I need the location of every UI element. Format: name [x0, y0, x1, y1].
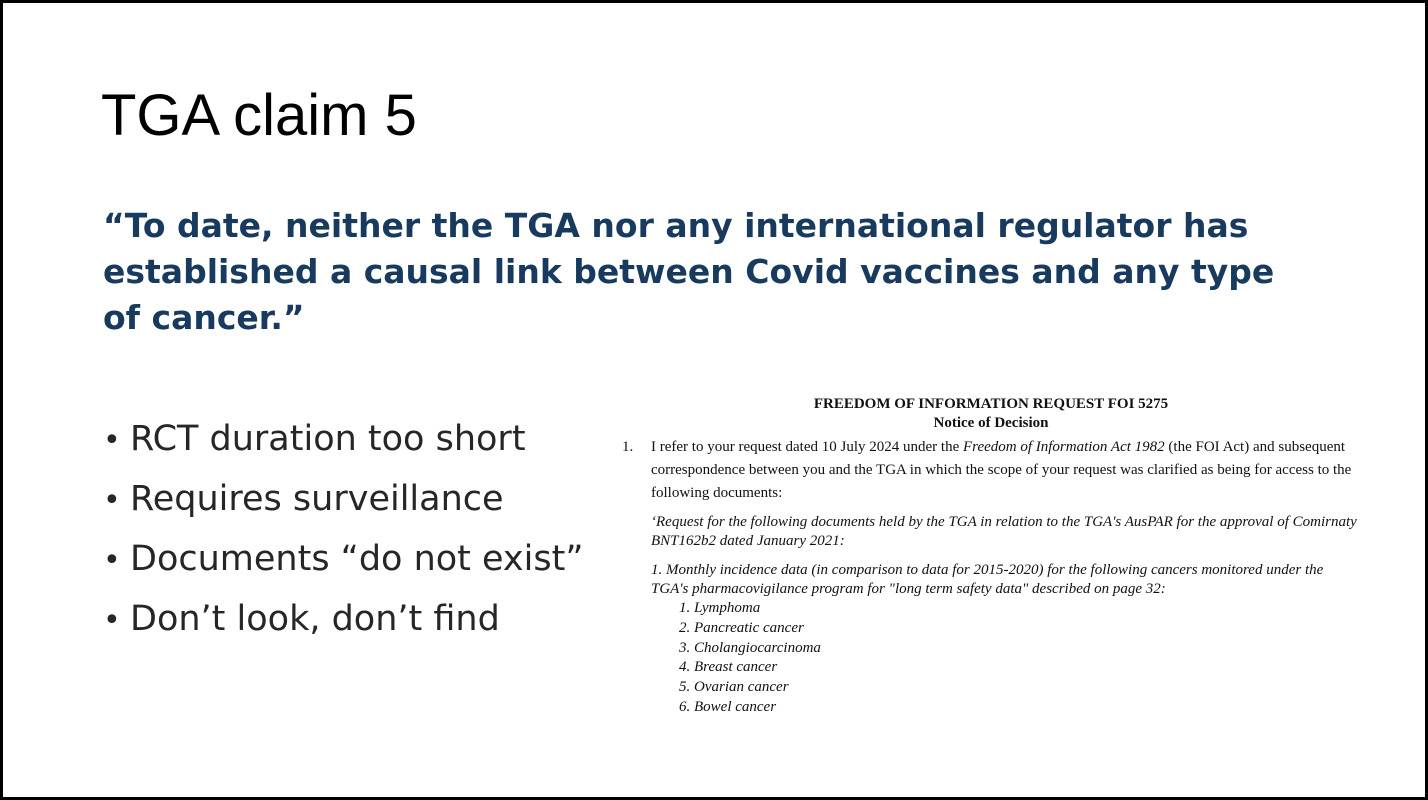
foi-heading-title: FREEDOM OF INFORMATION REQUEST FOI 5275	[813, 396, 1169, 412]
cancer-list-item: 2. Pancreatic cancer	[679, 619, 804, 636]
bullet-item	[103, 529, 583, 589]
foi-paragraph-text	[651, 436, 1377, 505]
bullet-text: Requires surveillance	[130, 479, 504, 519]
bullet-marker: •	[103, 603, 121, 638]
bullet-item	[103, 589, 583, 649]
cancer-list-item: 6. Bowel cancer	[679, 698, 777, 715]
foi-request-quote: ‘Request for the following documents held by the TGA in relation to the TGA's AusPAR for the approval of Comirnaty BNT162b2 dated January 2021:	[651, 514, 1357, 549]
cancer-list-item: 3. Cholangiocarcinoma	[679, 639, 821, 656]
foi-paragraph-text-end: (the FOI Act) and subsequent correspondence between you and the TGA in which the scope of your request was clarified as being for access to the following documents:	[651, 439, 1352, 501]
cancer-list-item: 5. Ovarian cancer	[679, 679, 789, 696]
bullet-text: Don’t look, don’t find	[130, 599, 500, 639]
cancer-list-item: 4. Breast cancer	[679, 659, 778, 676]
bullet-marker: •	[103, 543, 121, 578]
bullet-list	[103, 409, 583, 649]
foi-heading-subtitle: Notice of Decision	[933, 415, 1049, 431]
bullet-marker: •	[103, 423, 121, 458]
foi-paragraph-text-start: I refer to your request dated 10 July 2024 under the	[651, 439, 963, 455]
foi-paragraph-number: 1.	[622, 439, 634, 455]
foi-document-excerpt	[617, 395, 1377, 718]
bullet-text: Documents “do not exist”	[130, 539, 584, 579]
bullet-text: RCT duration too short	[130, 419, 526, 459]
foi-request-item: 1. Monthly incidence data (in comparison to data for 2015-2020) for the following cancers monitored under the TGA's pharmacovigilance program for "long term safety data" described on page 32:	[651, 562, 1324, 597]
cancer-list-item: 1. Lymphoma	[679, 600, 761, 616]
foi-paragraph	[617, 436, 1377, 505]
foi-act-name: Freedom of Information Act 1982	[963, 439, 1165, 455]
bullet-marker: •	[103, 483, 121, 518]
bullet-item	[103, 409, 583, 469]
cancer-list	[679, 599, 1377, 718]
tga-claim-quote: “To date, neither the TGA nor any international regulator has established a causal link between Covid vaccines and any type of cancer.”	[103, 206, 1275, 337]
foi-heading	[617, 395, 1365, 433]
bullet-item	[103, 469, 583, 529]
slide-title: TGA claim 5	[101, 83, 417, 148]
